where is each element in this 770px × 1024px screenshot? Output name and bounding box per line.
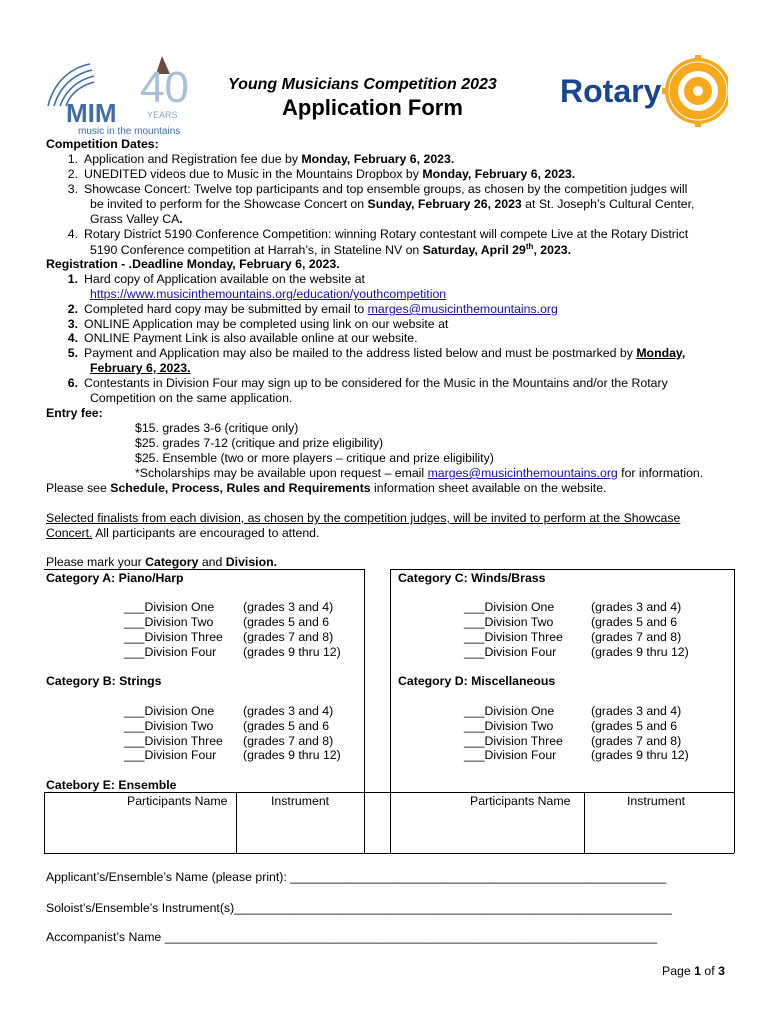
website-link[interactable]: https://www.musicinthemountains.org/education/youthcompetition [90, 287, 447, 301]
fee-1: $15. grades 3-6 (critique only) [135, 421, 299, 435]
instrument-field[interactable]: Soloist’s/Ensemble’s Instrument(s)________________________________________________________________ [46, 901, 672, 915]
category-b-heading: Category B: Strings [46, 674, 162, 688]
cat-b-grade-4: (grades 9 thru 12) [243, 748, 341, 762]
reg-item-1-link[interactable] [90, 287, 446, 301]
svg-text:YEARS: YEARS [147, 110, 178, 120]
cat-d-grade-4: (grades 9 thru 12) [591, 748, 689, 762]
applicant-name-field[interactable]: Applicant’s/Ensemble’s Name (please print): _______________________________________________________ [46, 870, 667, 884]
cat-d-division-two[interactable]: ___Division Two [464, 719, 554, 733]
cat-c-division-three[interactable]: ___Division Three [464, 630, 563, 644]
fee-2: $25. grades 7-12 (critique and prize eligibility) [135, 436, 384, 450]
finalists-line1: Selected finalists from each division, as chosen by the competition judges, will be invited to perform at the Showcase [46, 511, 681, 525]
cat-c-grade-3: (grades 7 and 8) [591, 630, 682, 644]
ensemble-col-divider-1 [236, 792, 237, 853]
ensemble-top-border [44, 792, 734, 793]
reg-item-6: 6. Contestants in Division Four may sign up to be considered for the Music in the Mountains and/or the Rotary [67, 376, 668, 390]
finalists-line2: Concert. All participants are encouraged to attend. [46, 526, 320, 540]
reg-item-4: 4. ONLINE Payment Link is also available online at our website. [67, 331, 418, 345]
cat-b-division-one[interactable]: ___Division One [124, 704, 215, 718]
date-item-3-line2: be invited to perform for the Showcase Concert on Sunday, February 26, 2023 at St. Joseph’s Cultural Center, [90, 197, 695, 211]
reg-item-5: 5. Payment and Application may also be mailed to the address listed below and must be postmarked by Monday, [67, 346, 686, 360]
cat-c-grade-4: (grades 9 thru 12) [591, 645, 689, 659]
cat-c-division-four[interactable]: ___Division Four [464, 645, 557, 659]
reg-item-6-line2: Competition on the same application. [90, 391, 293, 405]
cat-c-grade-2: (grades 5 and 6 [591, 615, 678, 629]
cat-b-division-four[interactable]: ___Division Four [124, 748, 217, 762]
reg-item-3: 3. ONLINE Application may be completed using link on our website at [67, 317, 449, 331]
ensemble-participants-right: Participants Name [470, 794, 571, 808]
date-item-3: 3. Showcase Concert: Twelve top participants and top ensemble groups, as chosen by the competition judges will [67, 182, 688, 196]
table-divider-1 [364, 569, 365, 853]
cat-c-division-two[interactable]: ___Division Two [464, 615, 554, 629]
category-e-heading: Catebory E: Ensemble [46, 778, 177, 792]
cat-d-division-three[interactable]: ___Division Three [464, 734, 563, 748]
cat-d-grade-2: (grades 5 and 6 [591, 719, 678, 733]
svg-text:40: 40 [140, 63, 189, 112]
table-right-border [734, 569, 735, 853]
competition-title: Young Musicians Competition 2023 [228, 76, 497, 93]
table-top-border-right [390, 569, 734, 570]
cat-b-division-three[interactable]: ___Division Three [124, 734, 223, 748]
ensemble-instrument-right: Instrument [627, 794, 686, 808]
dates-heading: Competition Dates: [46, 137, 159, 151]
scholarship-email-link[interactable]: marges@musicinthemountains.org [427, 466, 618, 480]
registration-heading: Registration - .Deadline Monday, February 6, 2023. [46, 257, 340, 271]
cat-a-division-one[interactable]: ___Division One [124, 600, 215, 614]
cat-a-grade-3: (grades 7 and 8) [243, 630, 334, 644]
cat-d-grade-1: (grades 3 and 4) [591, 704, 682, 718]
ensemble-instrument-left: Instrument [271, 794, 330, 808]
svg-text:Rotary: Rotary [560, 73, 662, 109]
date-item-3-line3: Grass Valley CA. [90, 212, 183, 226]
cat-b-grade-2: (grades 5 and 6 [243, 719, 330, 733]
svg-text:MIM: MIM [66, 98, 117, 128]
category-d-heading: Category D: Miscellaneous [398, 674, 556, 688]
date-item-2: 2. UNEDITED videos due to Music in the Mountains Dropbox by Monday, February 6, 2023. [67, 167, 576, 181]
reg-item-5-line2: February 6, 2023. [90, 361, 191, 375]
please-see: Please see Schedule, Process, Rules and Requirements information sheet available on the website. [46, 481, 607, 495]
accompanist-field[interactable]: Accompanist’s Name ________________________________________________________________________ [46, 930, 658, 944]
cat-b-grade-1: (grades 3 and 4) [243, 704, 334, 718]
cat-a-division-four[interactable]: ___Division Four [124, 645, 217, 659]
category-c-heading: Category C: Winds/Brass [398, 571, 546, 585]
email-link[interactable]: marges@musicinthemountains.org [367, 302, 558, 316]
svg-text:music in the mountains: music in the mountains [78, 126, 181, 136]
reg-item-2: 2. Completed hard copy may be submitted by email to marges@musicinthemountains.org [67, 302, 558, 316]
page-number: Page 1 of 3 [662, 964, 725, 978]
mim-logo [44, 52, 194, 136]
cat-a-division-three[interactable]: ___Division Three [124, 630, 223, 644]
ensemble-bottom-border [44, 853, 734, 854]
table-top-border [44, 569, 364, 570]
cat-b-grade-3: (grades 7 and 8) [243, 734, 334, 748]
cat-d-division-four[interactable]: ___Division Four [464, 748, 557, 762]
fee-3: $25. Ensemble (two or more players – critique and prize eligibility) [135, 451, 494, 465]
reg-item-1: 1. Hard copy of Application available on the website at [67, 272, 365, 286]
cat-c-division-one[interactable]: ___Division One [464, 600, 555, 614]
date-item-1: 1. Application and Registration fee due by Monday, February 6, 2023. [67, 152, 455, 166]
fee-heading: Entry fee: [46, 406, 103, 420]
table-divider-2 [390, 569, 391, 853]
cat-d-division-one[interactable]: ___Division One [464, 704, 555, 718]
mark-instruction: Please mark your Category and Division. [46, 555, 278, 569]
category-a-heading: Category A: Piano/Harp [46, 571, 184, 585]
cat-a-division-two[interactable]: ___Division Two [124, 615, 214, 629]
cat-a-grade-1: (grades 3 and 4) [243, 600, 334, 614]
cat-b-division-two[interactable]: ___Division Two [124, 719, 214, 733]
cat-c-grade-1: (grades 3 and 4) [591, 600, 682, 614]
ensemble-col-divider-2 [584, 792, 585, 853]
cat-a-grade-2: (grades 5 and 6 [243, 615, 330, 629]
ensemble-left-border [44, 792, 45, 853]
fee-scholarship: *Scholarships may be available upon request – email marges@musicinthemountains.org for information. [135, 466, 704, 480]
cat-a-grade-4: (grades 9 thru 12) [243, 645, 341, 659]
date-item-4: 4. Rotary District 5190 Conference Competition: winning Rotary contestant will compete Live at the Rotary District [67, 227, 689, 241]
ensemble-participants-left: Participants Name [127, 794, 228, 808]
cat-d-grade-3: (grades 7 and 8) [591, 734, 682, 748]
form-title: Application Form [282, 95, 463, 120]
date-item-4-line2: 5190 Conference competition at Harrah’s, in Stateline NV on Saturday, April 29th, 2023. [90, 242, 572, 258]
rotary-logo [558, 54, 728, 128]
